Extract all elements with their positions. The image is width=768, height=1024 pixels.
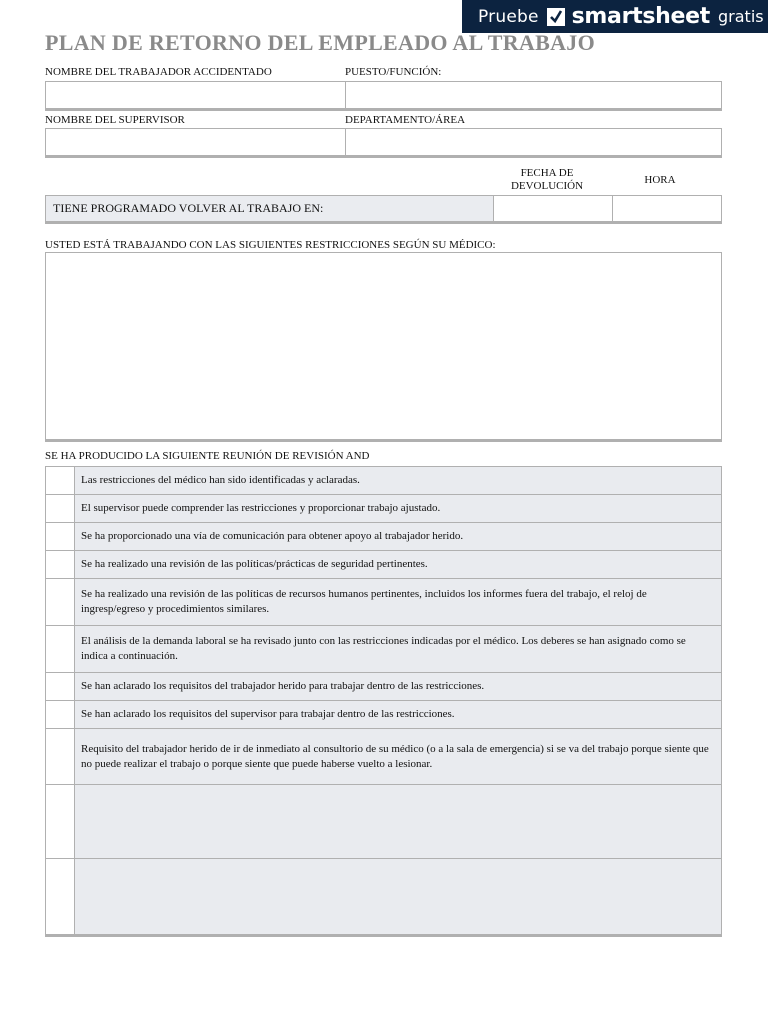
checkbox[interactable] — [46, 729, 75, 784]
worker-name-label: NOMBRE DEL TRABAJADOR ACCIDENTADO — [45, 66, 272, 78]
checkbox[interactable] — [46, 626, 75, 672]
checklist-item-text: El supervisor puede comprender las restricciones y proporcionar trabajo ajustado. — [75, 495, 721, 522]
checklist-item-text: Se ha realizado una revisión de las políticas/prácticas de seguridad pertinentes. — [75, 551, 721, 578]
return-time-field[interactable] — [613, 196, 721, 221]
restrictions-label: USTED ESTÁ TRABAJANDO CON LAS SIGUIENTES RESTRICCIONES SEGÚN SU MÉDICO: — [45, 239, 496, 251]
return-date-field[interactable] — [494, 196, 613, 221]
checklist-item-text[interactable] — [75, 785, 721, 858]
supervisor-name-field[interactable] — [45, 128, 346, 158]
checklist-row — [46, 467, 721, 495]
checklist-row — [46, 701, 721, 729]
checkbox[interactable] — [46, 859, 75, 934]
checkbox[interactable] — [46, 551, 75, 578]
return-date-header: FECHA DE DEVOLUCIÓN — [510, 167, 584, 192]
smartsheet-banner[interactable] — [462, 0, 768, 33]
checkbox[interactable] — [46, 467, 75, 494]
checklist-row — [46, 859, 721, 934]
review-meeting-label: SE HA PRODUCIDO LA SIGUIENTE REUNIÓN DE REVISIÓN AND — [45, 450, 370, 462]
checklist-row — [46, 673, 721, 701]
checklist-row — [46, 551, 721, 579]
banner-free-text: gratis — [718, 7, 764, 26]
checklist-item-text: Se ha realizado una revisión de las políticas de recursos humanos pertinentes, incluidos los informes fuera del trabajo, el reloj de ingresp/egreso y procedimientos similares. — [75, 579, 721, 625]
department-label: DEPARTAMENTO/ÁREA — [345, 114, 466, 126]
checkbox[interactable] — [46, 579, 75, 625]
checklist-item-text: Se han aclarado los requisitos del trabajador herido para trabajar dentro de las restricciones. — [75, 673, 721, 700]
smartsheet-check-icon — [547, 8, 565, 26]
worker-name-field[interactable] — [45, 81, 346, 111]
checklist-row — [46, 495, 721, 523]
department-field[interactable] — [345, 128, 722, 158]
checklist-item-text: Se han aclarado los requisitos del supervisor para trabajar dentro de las restricciones. — [75, 701, 721, 728]
checkbox[interactable] — [46, 523, 75, 550]
position-label: PUESTO/FUNCIÓN: — [345, 66, 442, 78]
page-title: PLAN DE RETORNO DEL EMPLEADO AL TRABAJO — [45, 30, 595, 55]
supervisor-name-label: NOMBRE DEL SUPERVISOR — [45, 114, 185, 126]
checklist-row — [46, 785, 721, 859]
checklist-item-text: Requisito del trabajador herido de ir de inmediato al consultorio de su médico (o a la sala de emergencia) si se va del trabajo porque siente que no puede realizar el trabajo o porque siente que puede haberse vuelto a lesionar. — [75, 729, 721, 784]
checklist-item-text: El análisis de la demanda laboral se ha revisado junto con las restricciones indicadas por el médico. Los deberes se han asignado como se indica a continuación. — [75, 626, 721, 672]
scheduled-return-label: TIENE PROGRAMADO VOLVER AL TRABAJO EN: — [46, 196, 494, 221]
checklist-item-text: Las restricciones del médico han sido identificadas y aclaradas. — [75, 467, 721, 494]
scheduled-return-row — [45, 195, 722, 224]
checklist-row — [46, 579, 721, 626]
time-header: HORA — [644, 174, 676, 186]
position-field[interactable] — [345, 81, 722, 111]
checklist-row — [46, 729, 721, 785]
review-checklist — [45, 466, 722, 937]
checklist-row — [46, 626, 721, 673]
banner-brand: smartsheet — [571, 4, 710, 29]
checkbox[interactable] — [46, 701, 75, 728]
checklist-row — [46, 523, 721, 551]
checkbox[interactable] — [46, 673, 75, 700]
checkbox[interactable] — [46, 495, 75, 522]
restrictions-field[interactable] — [45, 252, 722, 442]
checklist-item-text[interactable] — [75, 859, 721, 934]
checkbox[interactable] — [46, 785, 75, 858]
checklist-item-text: Se ha proporcionado una vía de comunicación para obtener apoyo al trabajador herido. — [75, 523, 721, 550]
banner-try-text: Pruebe — [478, 6, 539, 27]
